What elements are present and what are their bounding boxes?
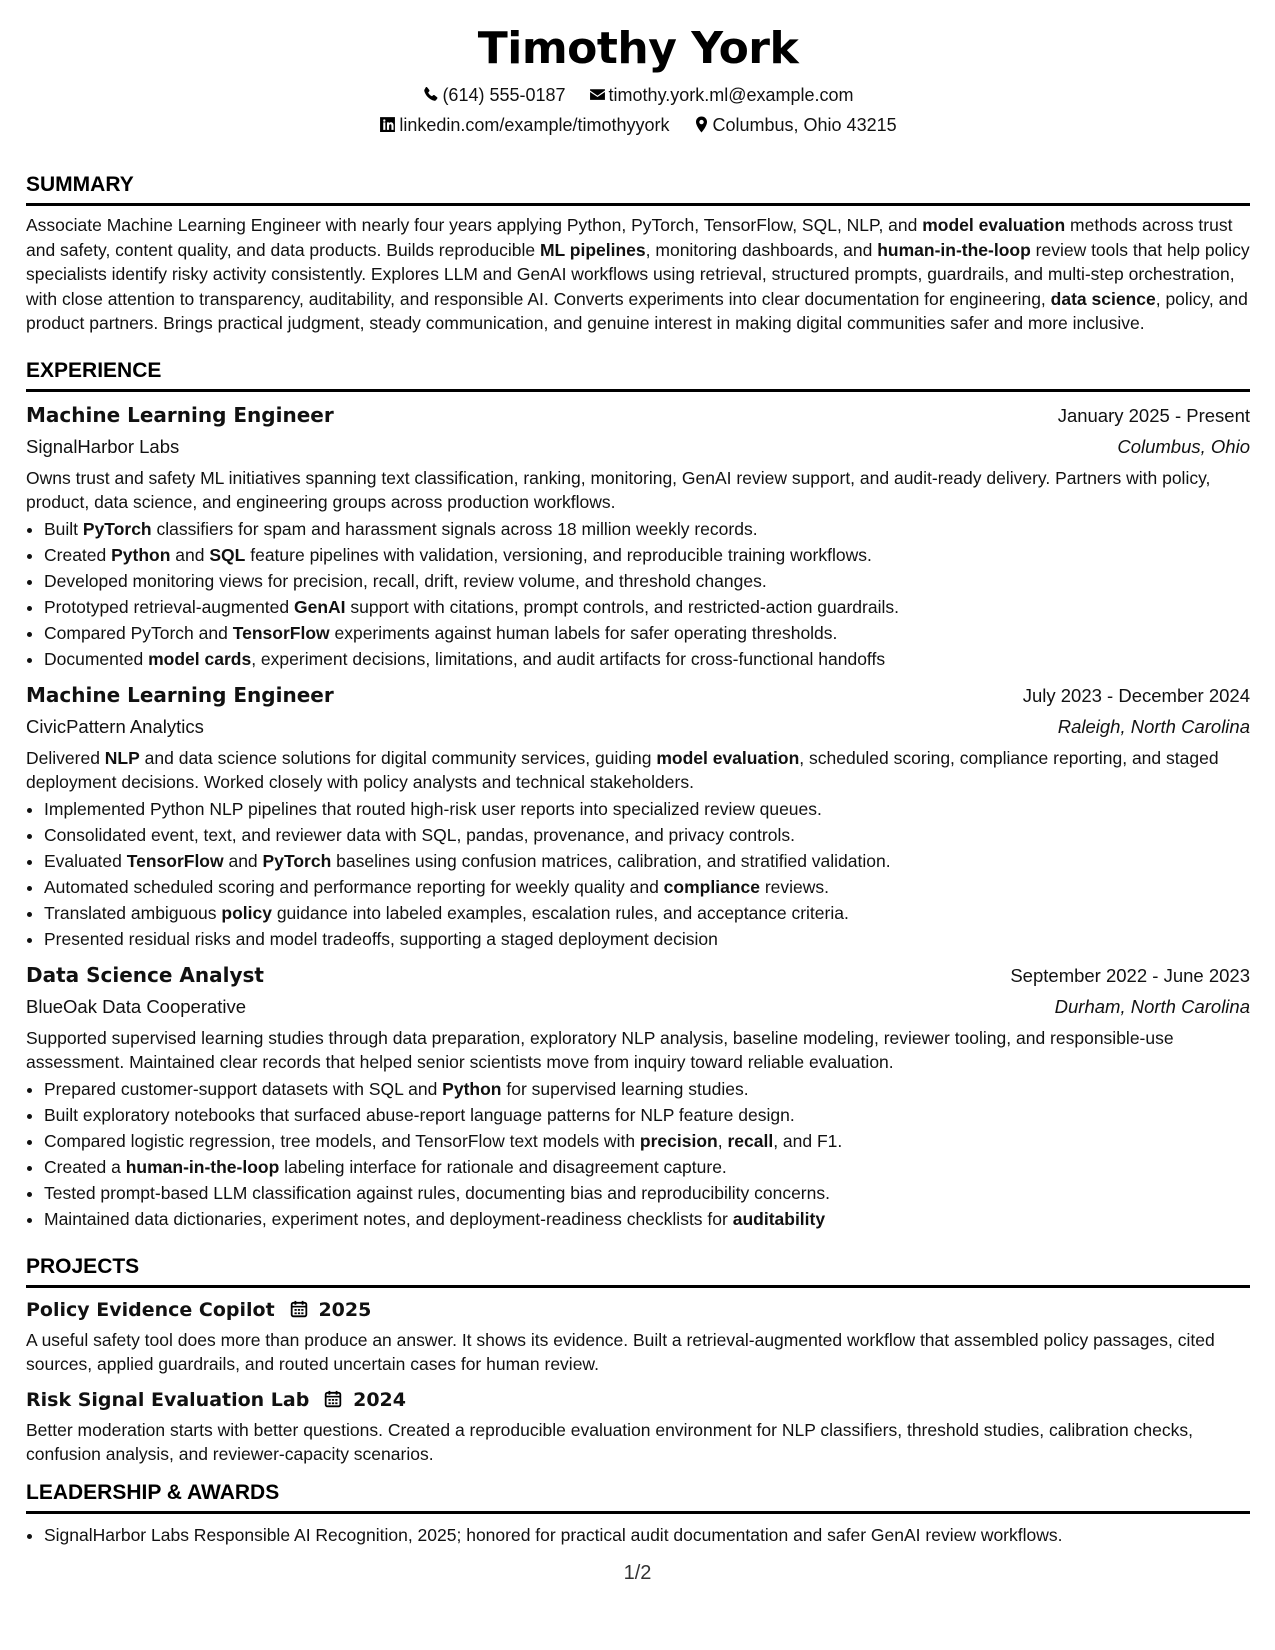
page-number: 1/2 bbox=[623, 1562, 652, 1584]
summary-heading: SUMMARY bbox=[26, 170, 1250, 206]
bullet-item: • Consolidated event, text, and reviewer data with SQL, pandas, provenance, and privacy controls. bbox=[44, 822, 1250, 848]
job-entry bbox=[26, 680, 1250, 952]
job-description: Delivered NLP and data science solutions for digital community services, guiding model evaluation, scheduled scoring, compliance reporting, and staged deployment decisions. Worked closely with policy analysts and technical stakeholders. bbox=[26, 747, 1219, 792]
contact-row-1 bbox=[26, 80, 1250, 110]
experience-heading: EXPERIENCE bbox=[26, 356, 1250, 392]
job-dates: September 2022 - June 2023 bbox=[1010, 964, 1250, 986]
award-item: • SignalHarbor Labs Responsible AI Recognition, 2025; honored for practical audit documentation and safer GenAI review workflows. bbox=[44, 1522, 1250, 1548]
phone-text: (614) 555-0187 bbox=[442, 85, 566, 105]
location-contact bbox=[693, 110, 897, 140]
job-title: Data Science Analyst bbox=[26, 962, 264, 987]
bullet-item: • Created a human-in-the-loop labeling interface for rationale and disagreement capture. bbox=[44, 1154, 1250, 1180]
contact-row-2 bbox=[26, 110, 1250, 140]
bullet-item: • Prototyped retrieval-augmented GenAI support with citations, prompt controls, and restricted-action guardrails. bbox=[44, 594, 1250, 620]
bullet-item: • Compared logistic regression, tree models, and TensorFlow text models with precision, recall, and F1. bbox=[44, 1128, 1250, 1154]
bullet-item: • Tested prompt-based LLM classification against rules, documenting bias and reproducibility concerns. bbox=[44, 1180, 1250, 1206]
calendar-icon bbox=[290, 1300, 308, 1318]
bullet-item: • Documented model cards, experiment decisions, limitations, and audit artifacts for cross-functional handoffs bbox=[44, 646, 1250, 672]
awards-section bbox=[26, 1478, 1250, 1548]
phone-icon bbox=[422, 86, 439, 103]
phone-contact bbox=[422, 80, 565, 110]
bullet-item: • Presented residual risks and model tradeoffs, supporting a staged deployment decision bbox=[44, 926, 1250, 952]
location-text: Columbus, Ohio 43215 bbox=[712, 115, 897, 135]
bullet-item: • Translated ambiguous policy guidance into labeled examples, escalation rules, and acceptance criteria. bbox=[44, 900, 1250, 926]
project-description: Better moderation starts with better questions. Created a reproducible evaluation environment for NLP classifiers, threshold studies, calibration checks, confusion analysis, and reviewer-capacity scenarios. bbox=[26, 1419, 1193, 1464]
envelope-icon bbox=[589, 86, 606, 103]
calendar-icon bbox=[324, 1390, 342, 1408]
summary-text: Associate Machine Learning Engineer with nearly four years applying Python, PyTorch, TensorFlow, SQL, NLP, and model evaluation methods across trust and safety, content quality, and data products. Builds reproducible ML pipelines, monitoring dashboards, and human-in-the-loop review tools that help policy specialists identify risky activity consistently. Explores LLM and GenAI workflows using retrieval, structured prompts, guardrails, and multi-step orchestration, with close attention to transparency, auditability, and responsible AI. Converts experiments into clear documentation for engineering, data science, policy, and product partners. Brings practical judgment, steady communication, and genuine interest in making digital communities safer and more inclusive. bbox=[26, 215, 1250, 333]
company-name: SignalHarbor Labs bbox=[26, 435, 180, 457]
job-entry bbox=[26, 400, 1250, 672]
job-description: Supported supervised learning studies through data preparation, exploratory NLP analysis, baseline modeling, reviewer tooling, and responsible-use assessment. Maintained clear records that helped senior scientists move from inquiry toward reliable evaluation. bbox=[26, 1027, 1174, 1072]
bullet-item: • Created Python and SQL feature pipelines with validation, versioning, and reproducible training workflows. bbox=[44, 542, 1250, 568]
job-title: Machine Learning Engineer bbox=[26, 682, 334, 707]
job-dates: July 2023 - December 2024 bbox=[1022, 684, 1250, 706]
job-location: Columbus, Ohio bbox=[1117, 435, 1250, 457]
project-name: Policy Evidence Copilot bbox=[26, 1298, 275, 1321]
project-entry bbox=[26, 1384, 1250, 1466]
linkedin-contact[interactable] bbox=[379, 110, 669, 140]
job-location: Durham, North Carolina bbox=[1054, 995, 1250, 1017]
job-location: Raleigh, North Carolina bbox=[1057, 715, 1250, 737]
project-year: 2024 bbox=[353, 1388, 406, 1411]
project-entry bbox=[26, 1294, 1250, 1376]
job-description: Owns trust and safety ML initiatives spanning text classification, ranking, monitoring, GenAI review support, and audit-ready delivery. Partners with policy, product, data science, and engineering groups across production workflows. bbox=[26, 467, 1211, 512]
bullet-item: • Automated scheduled scoring and performance reporting for weekly quality and compliance reviews. bbox=[44, 874, 1250, 900]
candidate-name: Timothy York bbox=[477, 23, 799, 74]
bullet-item: • Prepared customer-support datasets with SQL and Python for supervised learning studies. bbox=[44, 1076, 1250, 1102]
project-description: A useful safety tool does more than produce an answer. It shows its evidence. Built a retrieval-augmented workflow that assembled policy passages, cited sources, applied guardrails, and routed uncertain cases for human review. bbox=[26, 1329, 1215, 1374]
bullet-item: • Implemented Python NLP pipelines that routed high-risk user reports into specialized review queues. bbox=[44, 796, 1250, 822]
experience-section bbox=[26, 356, 1250, 1232]
map-pin-icon bbox=[693, 116, 710, 133]
company-name: BlueOak Data Cooperative bbox=[26, 995, 247, 1017]
job-dates: January 2025 - Present bbox=[1057, 404, 1250, 426]
linkedin-icon bbox=[379, 116, 396, 133]
job-bullets bbox=[26, 1076, 1250, 1232]
bullet-item: • Built exploratory notebooks that surfaced abuse-report language patterns for NLP feature design. bbox=[44, 1102, 1250, 1128]
awards-list bbox=[26, 1522, 1250, 1548]
job-bullets bbox=[26, 516, 1250, 672]
linkedin-text: linkedin.com/example/timothyyork bbox=[399, 115, 670, 135]
project-name: Risk Signal Evaluation Lab bbox=[26, 1388, 310, 1411]
job-entry bbox=[26, 960, 1250, 1232]
projects-heading: PROJECTS bbox=[26, 1252, 1250, 1288]
bullet-item: • Compared PyTorch and TensorFlow experiments against human labels for safer operating thresholds. bbox=[44, 620, 1250, 646]
email-text: timothy.york.ml@example.com bbox=[608, 85, 854, 105]
job-bullets bbox=[26, 796, 1250, 952]
resume-page bbox=[26, 18, 1250, 1548]
bullet-item: • Maintained data dictionaries, experiment notes, and deployment-readiness checklists for auditability bbox=[44, 1206, 1250, 1232]
project-year: 2025 bbox=[318, 1298, 372, 1321]
projects-section bbox=[26, 1252, 1250, 1466]
bullet-item: • Developed monitoring views for precision, recall, drift, review volume, and threshold changes. bbox=[44, 568, 1250, 594]
email-contact[interactable] bbox=[589, 80, 854, 110]
summary-section bbox=[26, 170, 1250, 336]
bullet-item: • Evaluated TensorFlow and PyTorch baselines using confusion matrices, calibration, and stratified validation. bbox=[44, 848, 1250, 874]
job-title: Machine Learning Engineer bbox=[26, 402, 334, 427]
bullet-item: • Built PyTorch classifiers for spam and harassment signals across 18 million weekly records. bbox=[44, 516, 1250, 542]
company-name: CivicPattern Analytics bbox=[26, 715, 204, 737]
awards-heading: LEADERSHIP & AWARDS bbox=[26, 1478, 1250, 1514]
